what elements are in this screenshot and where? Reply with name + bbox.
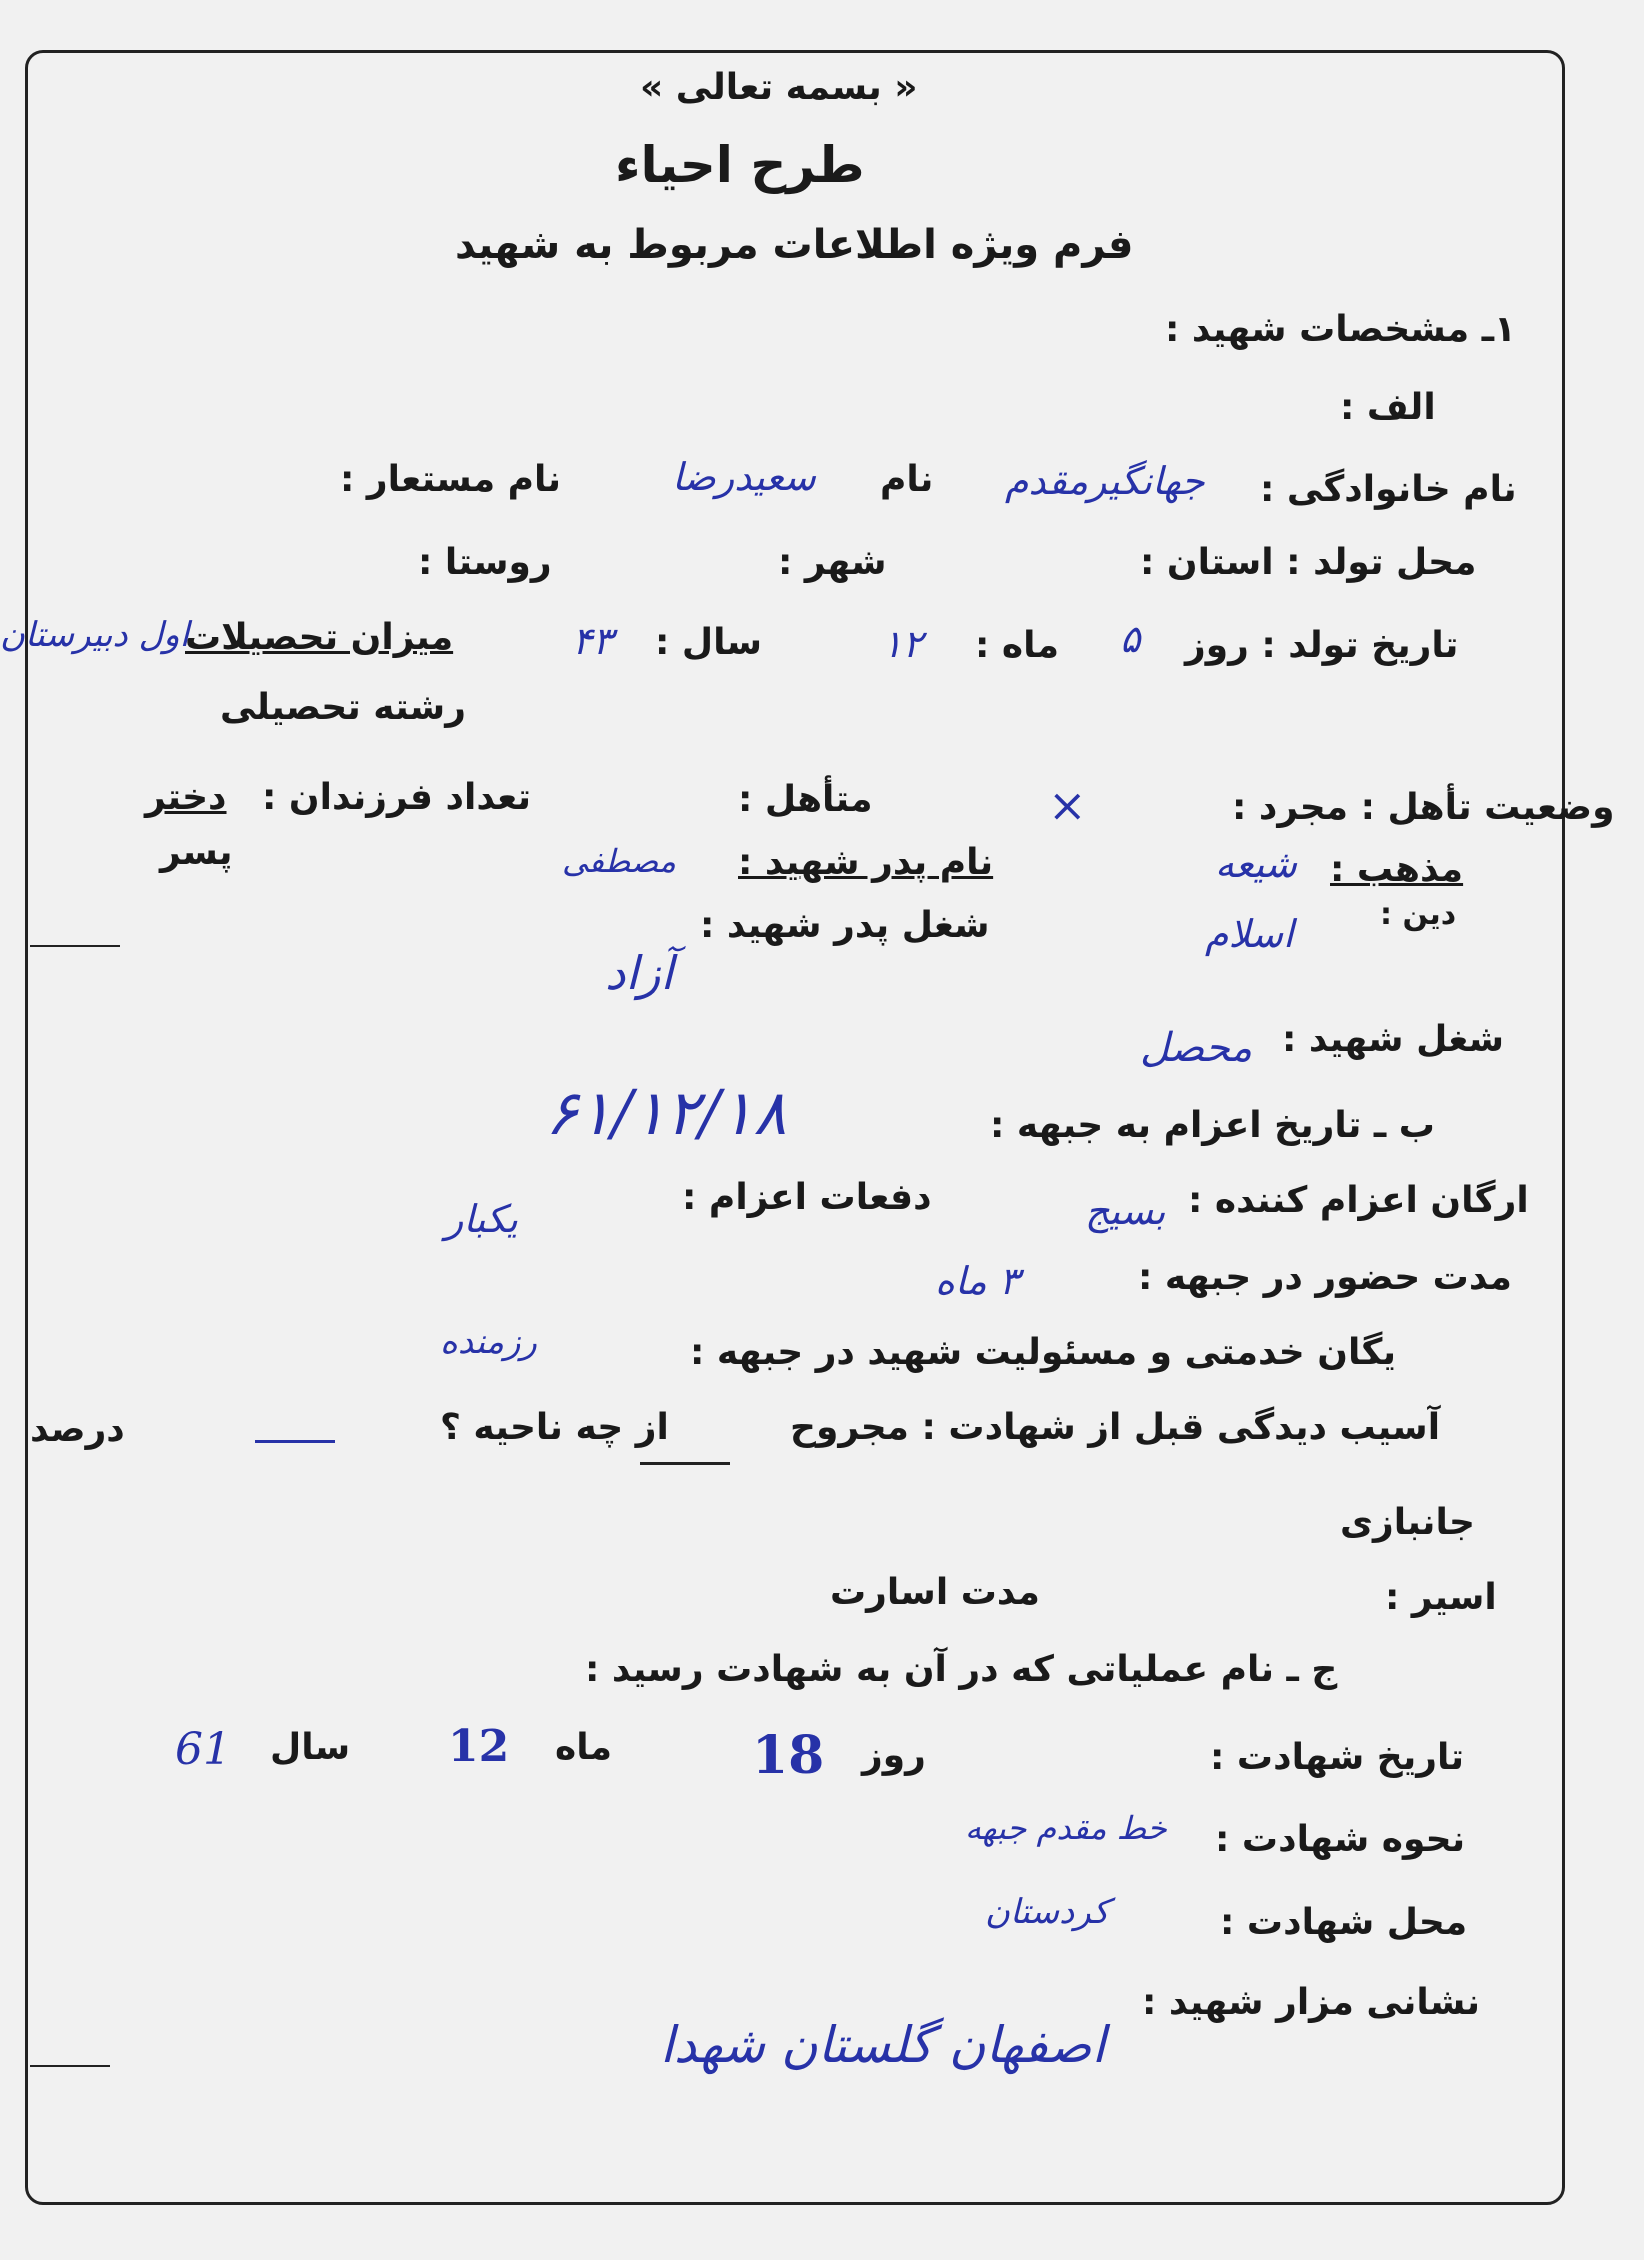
form-title: فرم ویژه اطلاعات مربوط به شهید [455, 222, 1134, 268]
single-checkmark[interactable]: × [1048, 778, 1087, 832]
martyrdom-day-label: روز [862, 1735, 926, 1776]
injury-area-blank [255, 1440, 335, 1443]
grave-address-value[interactable]: اصفهان گلستان شهدا [660, 2016, 1106, 2074]
martyrdom-day-value[interactable]: 18 [752, 1725, 825, 1786]
birth-year-value[interactable]: ۴۳ [572, 619, 613, 663]
dispatching-org-label: ارگان اعزام کننده : [1188, 1180, 1529, 1221]
unit-role-value[interactable]: رزمنده [440, 1322, 537, 1362]
martyrdom-place-label: محل شهادت : [1220, 1902, 1468, 1943]
first-name-value[interactable]: سعیدرضا [672, 455, 816, 499]
martyrdom-month-label: ماه [555, 1727, 613, 1768]
front-duration-label: مدت حضور در جبهه : [1138, 1257, 1512, 1298]
section-1-title: ۱ـ مشخصات شهید : [1165, 309, 1516, 350]
dispatch-count-value[interactable]: یکبار [445, 1197, 518, 1241]
married-label: متأهل : [738, 779, 873, 820]
birth-day-value[interactable]: ۵ [1120, 617, 1141, 661]
martyrdom-year-label: سال [270, 1727, 351, 1768]
family-name-value[interactable]: جهانگیرمقدم [1005, 459, 1205, 503]
unit-role-label: یگان خدمتی و مسئولیت شهید در جبهه : [690, 1332, 1396, 1373]
grave-address-label: نشانی مزار شهید : [1142, 1982, 1481, 2023]
birth-place-label: محل تولد : استان : [1140, 542, 1477, 583]
religion-sect-label: مذهب : [1330, 849, 1464, 890]
injury-label: آسیب دیدگی قبل از شهادت : مجروح [790, 1407, 1441, 1448]
daughter-label: دختر [145, 777, 227, 818]
city-label: شهر : [778, 542, 887, 583]
martyrdom-year-value[interactable]: 61 [175, 1724, 231, 1775]
bismillah-heading: « بسمه تعالی » [640, 67, 918, 108]
father-job-label: شغل پدر شهید : [700, 905, 990, 946]
martyrdom-date-label: تاریخ شهادت : [1210, 1737, 1465, 1778]
martyrdom-manner-value[interactable]: خط مقدم جبهه [965, 1809, 1167, 1847]
family-name-label: نام خانوادگی : [1260, 469, 1517, 510]
subsection-a: الف : [1340, 387, 1436, 428]
dispatch-date-label: ب ـ تاریخ اعزام به جبهه : [990, 1105, 1435, 1146]
education-value[interactable]: اول دبیرستان [0, 615, 190, 655]
injury-blank [640, 1462, 730, 1465]
martyrdom-manner-label: نحوه شهادت : [1215, 1819, 1466, 1860]
religion-value[interactable]: اسلام [1205, 912, 1294, 956]
front-duration-value[interactable]: ۳ ماه [935, 1259, 1020, 1303]
birth-year-label: سال : [655, 622, 763, 663]
religion-label: دین : [1380, 897, 1457, 932]
father-job-value[interactable]: آزاد [605, 946, 674, 1000]
father-name-label: نام پدر شهید : [738, 842, 994, 883]
martyr-job-value[interactable]: محصل [1140, 1025, 1253, 1071]
project-title: طرح احیاء [615, 136, 865, 194]
first-name-label: نام [880, 459, 934, 500]
martyrdom-month-value[interactable]: 12 [448, 1721, 510, 1772]
dispatch-count-label: دفعات اعزام : [682, 1177, 932, 1218]
field-of-study-label: رشته تحصیلی [220, 687, 466, 728]
father-name-value[interactable]: مصطفی [562, 842, 676, 880]
margin-mark [30, 945, 120, 947]
margin-mark [30, 2065, 110, 2067]
education-label: میزان تحصیلات [185, 617, 454, 658]
dispatching-org-value[interactable]: بسیج [1085, 1189, 1166, 1233]
martyrdom-place-value[interactable]: کردستان [985, 1892, 1110, 1932]
alias-label: نام مستعار : [340, 459, 562, 500]
injury-percent-label: درصد [30, 1409, 125, 1450]
birth-month-label: ماه : [975, 625, 1059, 666]
captivity-duration-label: مدت اسارت [830, 1572, 1040, 1613]
children-label: تعداد فرزندان : [262, 777, 531, 818]
birth-date-label: تاریخ تولد : روز [1185, 625, 1459, 666]
birth-month-value[interactable]: ۱۲ [882, 622, 923, 666]
veteran-label: جانبازی [1340, 1502, 1475, 1543]
operation-label: ج ـ نام عملیاتی که در آن به شهادت رسید : [585, 1649, 1338, 1690]
dispatch-date-value[interactable]: ۶۱/۱۲/۱۸ [545, 1076, 787, 1149]
martyr-job-label: شغل شهید : [1282, 1019, 1504, 1060]
injury-area-label: از چه ناحیه ؟ [440, 1407, 669, 1448]
religion-sect-value[interactable]: شیعه [1215, 842, 1298, 886]
marital-status-label: وضعیت تأهل : مجرد : [1232, 787, 1615, 828]
son-label: پسر [160, 832, 233, 873]
village-label: روستا : [418, 542, 552, 583]
captivity-label: اسیر : [1385, 1577, 1497, 1618]
